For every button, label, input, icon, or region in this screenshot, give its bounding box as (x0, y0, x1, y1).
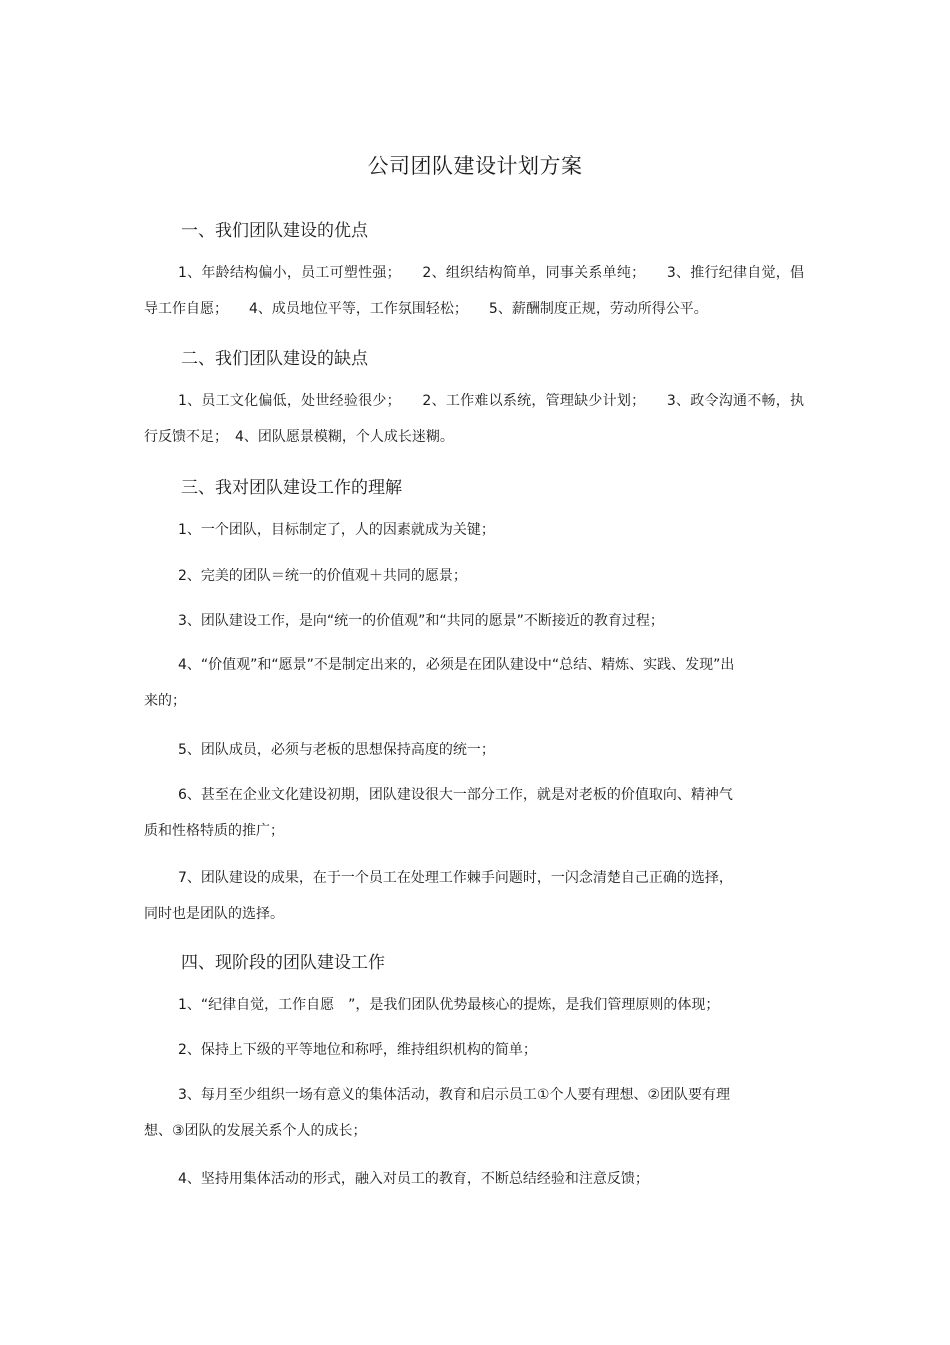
paragraph-understanding-5: 5、团队成员，必须与老板的思想保持高度的统一； (178, 742, 495, 758)
paragraph-understanding-6: 6、甚至在企业文化建设初期，团队建设很大一部分工作，就是对老板的价值取向、精神气质和性格特质的推广； (144, 787, 733, 839)
paragraph-strengths: 1、年龄结构偏小，员工可塑性强； 2、组织结构简单，同事关系单纯； 3、推行纪律自觉，倡导工作自愿； 4、成员地位平等，工作氛围轻松； 5、薪酬制度正规，劳动所得公平。 (144, 265, 804, 317)
paragraph-understanding-3: 3、团队建设工作，是向“统一的价值观”和“共同的愿景”不断接近的教育过程； (178, 613, 664, 629)
paragraph-current-work-3: 3、每月至少组织一场有意义的集体活动，教育和启示员工①个人要有理想、②团队要有理想、③团队的发展关系个人的成长； (144, 1087, 731, 1139)
paragraph-current-work-1: 1、“纪律自觉，工作自愿 ”，是我们团队优势最核心的提炼，是我们管理原则的体现； (178, 997, 720, 1013)
paragraph-understanding-7: 7、团队建设的成果，在于一个员工在处理工作棘手问题时，一闪念清楚自己正确的选择，同时也是团队的选择。 (144, 870, 733, 922)
paragraph-understanding-2: 2、完美的团队＝统一的价值观＋共同的愿景； (178, 568, 467, 584)
section-heading-strengths: 一、我们团队建设的优点 (181, 221, 368, 241)
paragraph-current-work-2: 2、保持上下级的平等地位和称呼，维持组织机构的简单； (178, 1042, 537, 1058)
paragraph-understanding-4: 4、“价值观”和“愿景”不是制定出来的，必须是在团队建设中“总结、精炼、实践、发现”出来的； (144, 657, 735, 709)
section-heading-understanding: 三、我对团队建设工作的理解 (181, 478, 402, 498)
section-heading-weaknesses: 二、我们团队建设的缺点 (181, 349, 368, 369)
paragraph-current-work-4: 4、坚持用集体活动的形式，融入对员工的教育，不断总结经验和注意反馈； (178, 1171, 649, 1187)
section-heading-current-work: 四、现阶段的团队建设工作 (181, 953, 385, 973)
document-title: 公司团队建设计划方案 (367, 154, 583, 178)
paragraph-understanding-1: 1、一个团队，目标制定了，人的因素就成为关键； (178, 522, 495, 538)
paragraph-weaknesses: 1、员工文化偏低，处世经验很少； 2、工作难以系统，管理缺少计划； 3、政令沟通不畅，执行反馈不足； 4、团队愿景模糊，个人成长迷糊。 (144, 393, 804, 445)
